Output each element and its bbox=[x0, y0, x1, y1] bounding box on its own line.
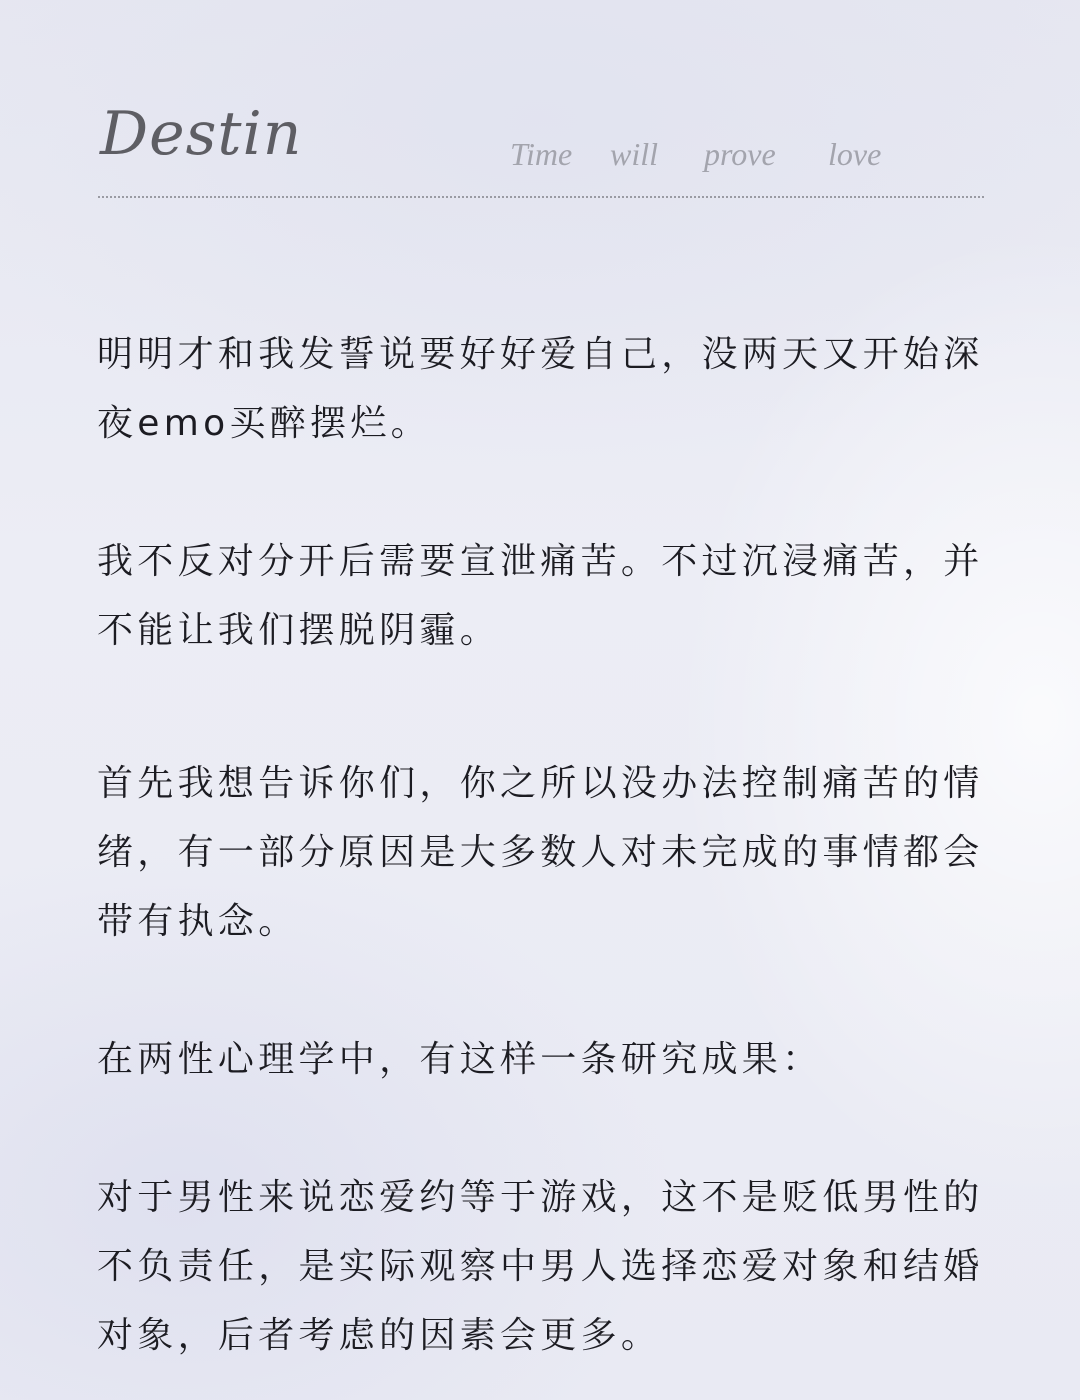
brand-title: Destin bbox=[100, 99, 303, 169]
paragraph-1: 明明才和我发誓说要好好爱自己，没两天又开始深夜emo买醉摆烂。 bbox=[97, 334, 984, 444]
paragraph-3: 首先我想告诉你们，你之所以没办法控制痛苦的情绪，有一部分原因是大多数人对未完成的事情都会带有执念。 bbox=[97, 763, 984, 942]
paragraph-4: 在两性心理学中，有这样一条研究成果： bbox=[97, 1039, 823, 1080]
tagline-word-will: will bbox=[610, 136, 659, 172]
paragraph-2: 我不反对分开后需要宣泄痛苦。不过沉浸痛苦，并不能让我们摆脱阴霾。 bbox=[97, 541, 984, 651]
paragraph-5: 对于男性来说恋爱约等于游戏，这不是贬低男性的不负责任，是实际观察中男人选择恋爱对象和结婚对象，后者考虑的因素会更多。 bbox=[97, 1177, 984, 1356]
tagline-word-time: Time bbox=[510, 136, 573, 172]
dotted-divider bbox=[98, 196, 984, 198]
tagline-word-love: love bbox=[828, 136, 882, 172]
article-body bbox=[97, 320, 987, 1370]
tagline-word-prove: prove bbox=[704, 136, 776, 172]
